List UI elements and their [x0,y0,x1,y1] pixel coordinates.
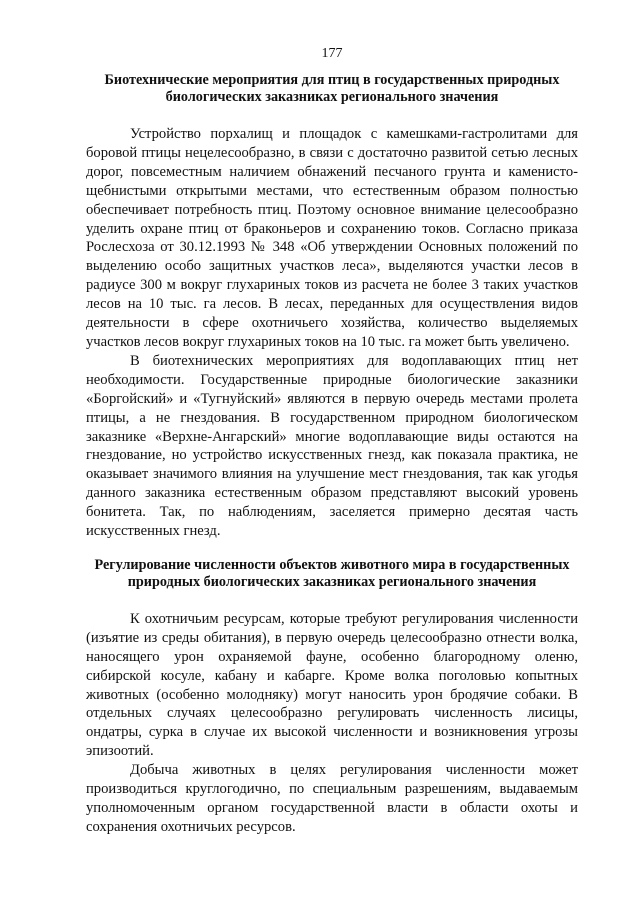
paragraph-hunting-resources: К охотничьим ресурсам, которые требуют регулирования численности (изъятие из среды обитания), в первую очередь целесообразно отнести волка, наносящего урон охраняемой фауне, особенно благородному оленю, сибирской косуле, кабану и кабарге. Кроме волка поголовью копытных животных (особенно молодняку) могут наносить урон бродячие собаки. В отдельных случаях целесообразно регулировать численность лисицы, ондатры, сурка в случае их высокой численности и возникновения угрозы эпизоотий. [86,610,578,760]
section-heading-biotechnical-birds: Биотехнические мероприятия для птиц в государственных природных биологических заказниках регионального значения [104,72,560,105]
document-page [86,46,578,837]
paragraph-waterfowl: В биотехнических мероприятиях для водоплавающих птиц нет необходимости. Государственные природные биологические заказники «Боргойский» и «Тугнуйский» являются в первую очередь местами пролета птицы, а не гнездования. В государственном природном биологическом заказнике «Верхне-Ангарский» многие водоплавающие виды остаются на гнездование, но устройство искусственных гнезд, как показала практика, не оказывает значимого влияния на улучшение мест гнездования, так как угодья данного заказника естественным образом представляют высокий уровень бонитета. Так, по наблюдениям, заселяется примерно десятая часть искусственных гнезд. [86,352,578,540]
page-number: 177 [321,46,343,61]
section-heading-population-control: Регулирование численности объектов животного мира в государственных природных биологических заказниках регионального значения [94,556,570,590]
paragraph-dust-baths: Устройство порхалищ и площадок с камешками-гастролитами для боровой птицы нецелесообразно, в связи с достаточно развитой сетью лесных дорог, повсеместным наличием обнажений песчаного грунта и каменисто-щебнистыми открытыми местами, что естественным образом полностью обеспечивает потребность птиц. Поэтому основное внимание целесообразно уделить охране птиц от браконьеров и сохранению токов. Согласно приказа Рослесхоза от 30.12.1993 № 348 «Об утверждении Основных положений по выделению особо защитных участков леса», выделяются участки лесов в радиусе 300 м вокруг глухариных токов из расчета не более 3 таких участков лесов на 10 тыс. га лесов. В лесах, переданных для осуществления видов деятельности в сфере охотничьего хозяйства, количество выделяемых участков лесов вокруг глухариных токов на 10 тыс. га может быть увеличено. [86,126,578,350]
paragraph-harvesting: Добыча животных в целях регулирования численности может производиться круглогодично, по специальным разрешениям, выдаваемым уполномоченным органом государственной власти в области охоты и сохранения охотничьих ресурсов. [86,762,578,835]
